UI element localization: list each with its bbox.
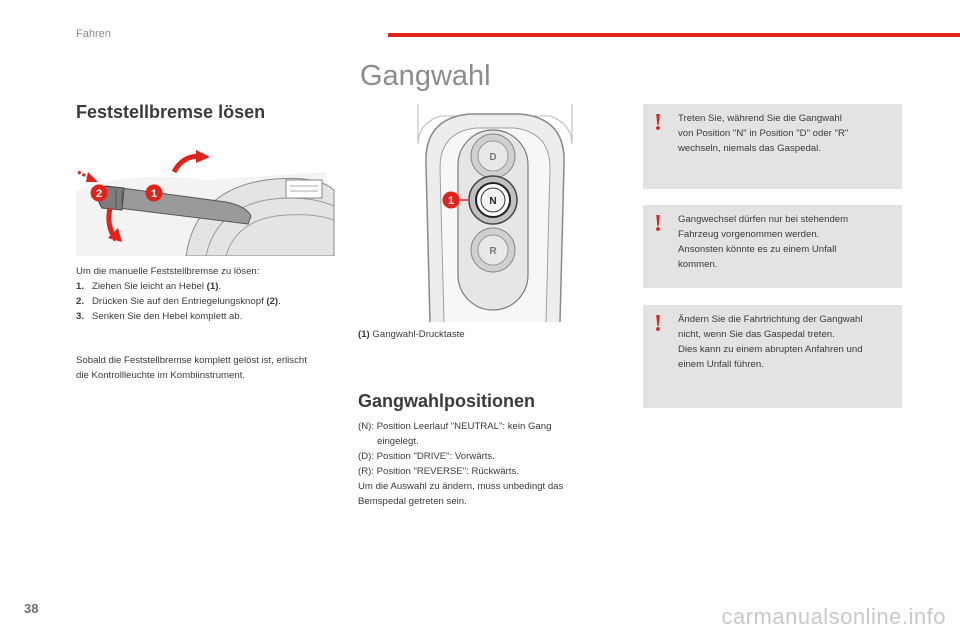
reverse-label: R bbox=[489, 246, 497, 257]
parking-brake-illustration bbox=[76, 150, 336, 256]
parking-brake-drawing bbox=[76, 150, 336, 256]
step-2: 2. Drücken Sie auf den Entriegelungsknopf (2). bbox=[76, 296, 281, 307]
instructions-intro: Um die manuelle Feststellbremse zu lösen: bbox=[76, 266, 260, 277]
selector-caption: (1) Gangwahl-Drucktaste bbox=[358, 329, 465, 340]
release-note: Sobald die Feststellbremse komplett gelöst ist, erlischt die Kontrollleuchte im Kombiinstrument. bbox=[76, 355, 307, 381]
gear-selector-illustration bbox=[410, 104, 580, 322]
warning-box-1 bbox=[643, 104, 902, 189]
position-line: Bemspedal getreten sein. bbox=[358, 496, 467, 507]
warning-text-1: Treten Sie, während Sie die Gangwahl von Position "N" in Position "D" oder "R" wechseln, niemals das Gaspedal. bbox=[678, 113, 849, 154]
warning-box-3 bbox=[643, 305, 902, 408]
watermark: carmanualsonline.info bbox=[721, 604, 946, 629]
neutral-label: N bbox=[489, 196, 497, 207]
warning-icon: ! bbox=[654, 211, 662, 237]
gear-selector-drawing bbox=[410, 104, 580, 322]
header-accent-bar bbox=[388, 33, 960, 37]
step-1: 1. Ziehen Sie leicht an Hebel (1). bbox=[76, 281, 222, 292]
page-number: 38 bbox=[24, 601, 39, 616]
chapter-label: Fahren bbox=[76, 28, 111, 40]
position-line: (N): Position Leerlauf "NEUTRAL": kein Gang bbox=[358, 421, 552, 432]
position-line: Um die Auswahl zu ändern, muss unbedingt das bbox=[358, 481, 564, 492]
position-line: (D): Position "DRIVE": Vorwärts. bbox=[358, 451, 495, 462]
page-title: Gangwahl bbox=[360, 60, 491, 92]
position-line: (R): Position "REVERSE": Rückwärts. bbox=[358, 466, 519, 477]
gear-positions-list bbox=[358, 419, 618, 509]
warning-icon: ! bbox=[654, 311, 662, 337]
step-3: 3. Senken Sie den Hebel komplett ab. bbox=[76, 311, 243, 322]
warning-icon: ! bbox=[654, 110, 662, 136]
warning-text-2: Gangwechsel dürfen nur bei stehendem Fahrzeug vorgenommen werden. Ansonsten könnte es zu einem Unfall kommen. bbox=[678, 214, 849, 270]
section-title-parking-brake: Feststellbremse lösen bbox=[76, 102, 266, 122]
warning-text-3: Ändern Sie die Fahrtrichtung der Gangwahl nicht, wenn Sie das Gaspedal treten. Dies kann zu einem abrupten Anfahren und einem Unfall führen. bbox=[678, 314, 863, 370]
section-title-gear-positions: Gangwahlpositionen bbox=[358, 391, 536, 411]
warning-box-2 bbox=[643, 205, 902, 288]
release-instructions bbox=[76, 264, 346, 324]
drive-label: D bbox=[489, 152, 497, 163]
selector-callout-label: 1 bbox=[447, 195, 455, 207]
callout-2-label: 2 bbox=[95, 188, 103, 200]
callout-1-label: 1 bbox=[150, 188, 158, 200]
position-line: eingelegt. bbox=[377, 436, 419, 447]
